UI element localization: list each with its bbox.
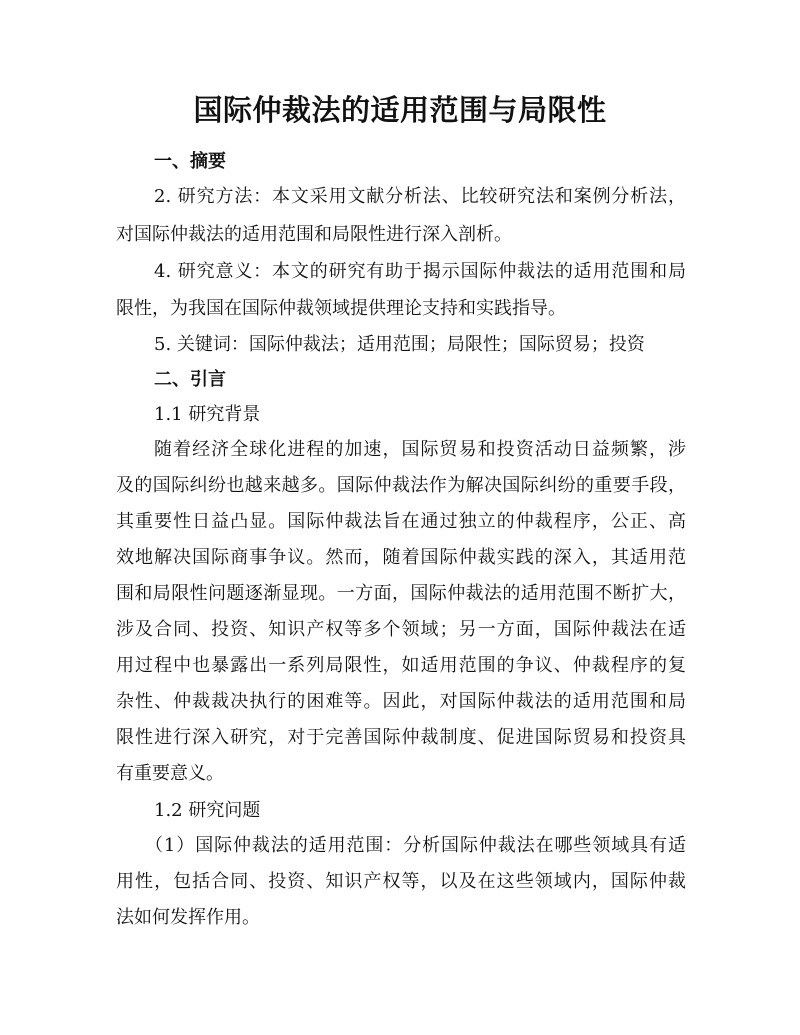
background-line-7: 用过程中也暴露出一系列局限性，如适用范围的争议、仲裁程序的复 <box>116 655 686 676</box>
questions-line-1: （1）国际仲裁法的适用范围：分析国际仲裁法在哪些领域具有适 <box>145 835 686 856</box>
background-line-8: 杂性、仲裁裁决执行的困难等。因此，对国际仲裁法的适用范围和局 <box>116 691 686 712</box>
background-line-4: 效地解决国际商事争议。然而，随着国际仲裁实践的深入，其适用范 <box>116 547 686 568</box>
document-title: 国际仲裁法的适用范围与局限性 <box>193 93 607 127</box>
section-heading-introduction: 二、引言 <box>154 369 226 390</box>
abstract-keywords: 5. 关键词：国际仲裁法；适用范围；局限性；国际贸易；投资 <box>154 334 645 355</box>
section-heading-abstract: 一、摘要 <box>154 151 226 172</box>
background-line-1: 随着经济全球化进程的加速，国际贸易和投资活动日益频繁，涉 <box>154 439 686 460</box>
questions-line-3: 法如何发挥作用。 <box>116 907 260 928</box>
abstract-significance-line-1: 4. 研究意义：本文的研究有助于揭示国际仲裁法的适用范围和局 <box>154 261 686 282</box>
abstract-method-line-1: 2. 研究方法：本文采用文献分析法、比较研究法和案例分析法， <box>154 186 686 207</box>
subsection-heading-background: 1.1 研究背景 <box>154 404 261 425</box>
background-line-9: 限性进行深入研究，对于完善国际仲裁制度、促进国际贸易和投资具 <box>116 727 686 748</box>
questions-line-2: 用性，包括合同、投资、知识产权等，以及在这些领域内，国际仲裁 <box>116 871 686 892</box>
abstract-significance-line-2: 限性，为我国在国际仲裁领域提供理论支持和实践指导。 <box>116 298 566 319</box>
background-line-2: 及的国际纠纷也越来越多。国际仲裁法作为解决国际纠纷的重要手段， <box>116 475 686 496</box>
background-line-10: 有重要意义。 <box>116 763 224 784</box>
subsection-heading-questions: 1.2 研究问题 <box>154 800 261 821</box>
background-line-3: 其重要性日益凸显。国际仲裁法旨在通过独立的仲裁程序，公正、高 <box>116 511 686 532</box>
background-line-6: 涉及合同、投资、知识产权等多个领域；另一方面，国际仲裁法在适 <box>116 619 686 640</box>
abstract-method-line-2: 对国际仲裁法的适用范围和局限性进行深入剖析。 <box>116 224 512 245</box>
background-line-5: 围和局限性问题逐渐显现。一方面，国际仲裁法的适用范围不断扩大， <box>116 583 686 604</box>
